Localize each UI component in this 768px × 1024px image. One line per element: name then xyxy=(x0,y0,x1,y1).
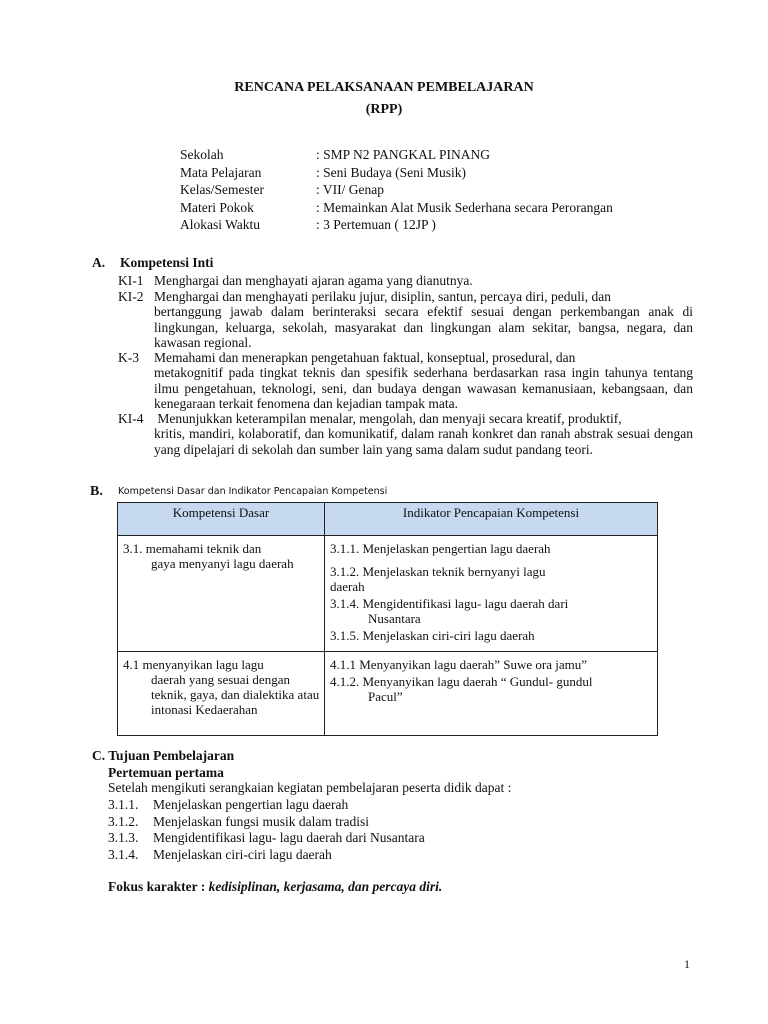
ki-text: Menghargai dan menghayati ajaran agama yang dianutnya. xyxy=(154,273,473,288)
ki-item xyxy=(118,289,693,350)
ki-text: Menghargai dan menghayati perilaku jujur, disiplin, santun, percaya diri, peduli, dan xyxy=(154,289,611,304)
identity-label: Kelas/Semester xyxy=(180,182,264,197)
section-a-title: Kompetensi Inti xyxy=(120,255,214,270)
identity-row xyxy=(180,181,613,199)
competency-table xyxy=(117,502,658,736)
ki-text: Memahami dan menerapkan pengetahuan faktual, konseptual, prosedural, dan xyxy=(154,350,576,365)
indicator-text-continued: daerah xyxy=(330,579,365,594)
character-focus-value: kedisiplinan, kerjasama, dan percaya diri. xyxy=(208,879,443,894)
list-item xyxy=(108,797,425,814)
objective-number: 3.1.4. xyxy=(108,846,139,862)
identity-row xyxy=(180,199,613,217)
ki-text-continued: metakognitif pada tingkat teknis dan spesifik sederhana berdasarkan rasa ingin tahunya tentang ilmu pengetahuan, teknologi, seni, dan budaya dengan wawasan kemanusiaan, kebangsaan, dan kenegaraan terkait fenomena dan kejadian tampak mata. xyxy=(154,365,693,411)
page-number: 1 xyxy=(684,957,690,971)
ki-item xyxy=(118,350,693,411)
indicator-item xyxy=(330,596,653,626)
kd-text: 3.1. memahami teknik dan xyxy=(123,541,262,556)
document-subtitle: (RPP) xyxy=(365,102,403,117)
identity-value: : Seni Budaya (Seni Musik) xyxy=(316,164,466,180)
ki-item xyxy=(118,411,693,457)
list-item xyxy=(108,814,425,831)
indicator-text-continued: Nusantara xyxy=(368,611,421,626)
objective-text: Menjelaskan pengertian lagu daerah xyxy=(153,797,349,812)
objective-number: 3.1.2. xyxy=(108,813,139,829)
column-header-indicator: Indikator Pencapaian Kompetensi xyxy=(325,503,658,536)
indicator-text: 4.1.2. Menyanyikan lagu daerah “ Gundul- gundul xyxy=(330,674,593,689)
indicator-text: 3.1.2. Menjelaskan teknik bernyanyi lagu xyxy=(330,564,546,579)
objective-text: Menjelaskan ciri-ciri lagu daerah xyxy=(153,846,332,862)
ki-text-continued: kritis, mandiri, kolaboratif, dan komunikatif, dalam ranah konkret dan ranah abstrak sesuai dengan yang dipelajari di sekolah dan sumber lain yang sama dalam sudut pandang teori. xyxy=(154,426,693,457)
indicator-item: 3.1.1. Menjelaskan pengertian lagu daerah xyxy=(330,541,551,556)
kd-text: 4.1 menyanyikan lagu lagu xyxy=(123,657,264,672)
indicator-item: 3.1.5. Menjelaskan ciri-ciri lagu daerah xyxy=(330,628,535,643)
indicator-cell xyxy=(325,652,658,736)
objective-number: 3.1.3. xyxy=(108,830,139,845)
list-item xyxy=(108,847,425,864)
objective-text: Mengidentifikasi lagu- lagu daerah dari Nusantara xyxy=(153,830,425,845)
objectives-list xyxy=(108,797,425,863)
identity-label: Materi Pokok xyxy=(180,199,254,215)
section-a-heading xyxy=(92,255,213,271)
identity-value: : 3 Pertemuan ( 12JP ) xyxy=(316,217,436,232)
objective-text: Menjelaskan fungsi musik dalam tradisi xyxy=(153,813,369,829)
ki-item xyxy=(118,273,693,288)
indicator-item xyxy=(330,674,653,704)
objectives-intro: Setelah mengikuti serangkaian kegiatan pembelajaran peserta didik dapat : xyxy=(108,780,512,795)
section-b-letter: B. xyxy=(90,484,103,499)
objective-number: 3.1.1. xyxy=(108,797,139,812)
identity-row xyxy=(180,216,613,234)
ki-code: K-3 xyxy=(118,350,139,365)
kd-cell xyxy=(118,652,325,736)
indicator-item xyxy=(330,564,653,594)
kd-text-continued: gaya menyanyi lagu daerah xyxy=(151,556,294,571)
kd-cell xyxy=(118,536,325,652)
table-header-row xyxy=(118,503,658,536)
identity-row xyxy=(180,164,613,182)
table-row xyxy=(118,536,658,652)
character-focus-label: Fokus karakter : xyxy=(108,879,206,894)
ki-text-continued: bertanggung jawab dalam berinteraksi secara efektif sesuai dengan perkembangan anak di lingkungan, keluarga, sekolah, masyarakat dan lingkungan alam sekitar, bangsa, negara, dan kawasan regional. xyxy=(154,304,693,350)
identity-label: Mata Pelajaran xyxy=(180,164,262,180)
column-header-kd: Kompetensi Dasar xyxy=(118,503,325,536)
section-c-title: C. Tujuan Pembelajaran xyxy=(92,748,235,763)
kd-text-continued: daerah yang sesuai dengan teknik, gaya, dan dialektika atau intonasi Kedaerahan xyxy=(151,672,320,717)
character-focus xyxy=(108,879,442,895)
ki-code: KI-1 xyxy=(118,273,144,288)
list-item xyxy=(108,830,425,847)
meeting-heading: Pertemuan pertama xyxy=(108,765,224,780)
identity-label: Alokasi Waktu xyxy=(180,217,261,232)
indicator-text-continued: Pacul” xyxy=(368,689,403,704)
ki-text: Menunjukkan keterampilan menalar, mengolah, dan menyaji secara kreatif, produktif, xyxy=(154,411,622,426)
document-title: RENCANA PELAKSANAAN PEMBELAJARAN xyxy=(234,80,534,95)
ki-code: KI-2 xyxy=(118,289,144,304)
identity-row xyxy=(180,146,613,164)
indicator-cell xyxy=(325,536,658,652)
indicator-item: 4.1.1 Menyanyikan lagu daerah” Suwe ora jamu” xyxy=(330,657,588,672)
indicator-text: 3.1.4. Mengidentifikasi lagu- lagu daerah dari xyxy=(330,596,569,611)
section-b-title: Kompetensi Dasar dan Indikator Pencapaian Kompetensi xyxy=(118,486,388,497)
identity-label: Sekolah xyxy=(180,147,224,162)
section-a-letter: A. xyxy=(92,255,106,270)
identity-table xyxy=(180,146,613,234)
identity-value: : Memainkan Alat Musik Sederhana secara Perorangan xyxy=(316,199,613,215)
identity-value: : SMP N2 PANGKAL PINANG xyxy=(316,147,491,162)
identity-value: : VII/ Genap xyxy=(316,182,384,197)
ki-code: KI-4 xyxy=(118,411,144,426)
table-row xyxy=(118,652,658,736)
